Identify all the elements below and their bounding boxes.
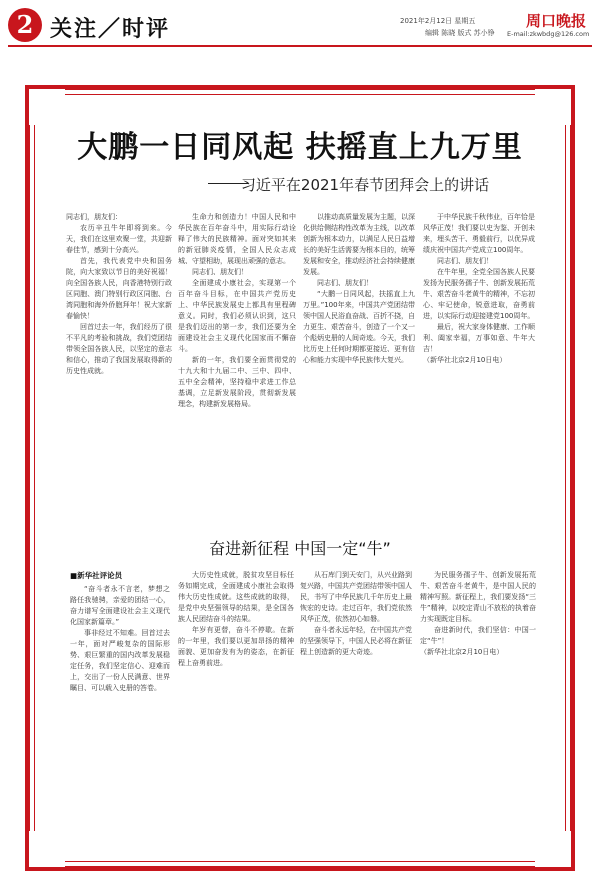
frame-corner-ornament [535,831,575,871]
commentary-column-2 [178,570,294,846]
paragraph: 全面建成小康社会，实现第一个百年奋斗目标，在中国共产党历史上、中华民族发展史上都具有里程碑意义。同时，我们必须认识到，这只是我们迈出的第一步，我们还要为全面建设社会主义现代化国家而不懈奋斗。 [178,279,296,353]
paragraph: 最后，祝大家身体健康、工作顺利、阖家幸福，万事如意、牛年大吉！ [423,323,535,353]
page-number: 2 [8,8,42,42]
commentary-headline: 奋进新征程 中国一定“牛” [209,539,391,558]
source-line: （新华社北京2月10日电） [420,648,504,656]
commentary-column-4 [420,570,536,846]
commentary-column-3 [300,570,412,846]
source-line: （新华社北京2月10日电） [423,356,507,364]
paragraph: 事非经过不知难。回首过去一年，面对严峻复杂的国际形势、艰巨繁重的国内改革发展稳定任务，我们坚定信心、迎难而上，交出了一份人民满意、世界瞩目、可以载入史册的答卷。 [70,629,170,692]
speech-subtitle: 习近平在2021年春节团拜会上的讲话 [240,176,490,194]
commentary-column-1 [70,584,170,846]
paragraph: 回首过去一年，我们经历了很不平凡的考验和挑战，我们党团结带领全国各族人民，以坚定的意志和信心，推动了我国发展取得新的历史性成就。 [66,323,172,375]
paragraph: 在牛年里，全党全国各族人民要发扬为民服务孺子牛、创新发展拓荒牛、艰苦奋斗老黄牛的精神，不忘初心、牢记使命，锐意进取，奋勇前进，以实际行动迎接建党100周年。 [423,268,535,320]
paragraph: 奋斗者永远年轻，在中国共产党的坚强领导下，中国人民必将在新征程上创造新的更大奇迹。 [300,626,412,656]
header-rule [8,45,592,47]
speech-headline: 大鹏一日同风起 扶摇直上九万里 [77,130,523,165]
issue-date: 2021年2月12日 星期五 [400,17,476,25]
paragraph: “大鹏一日同风起，扶摇直上九万里。”100年来，中国共产党团结带领中国人民浴血奋战、百折不挠，自力更生、艰苦奋斗，创造了一个又一个彪炳史册的人间奇迹。今天，我们比历史上任何时期都更接近、更有信心和能力实现中华民族伟大复兴。 [303,290,415,364]
commentary-byline: ■新华社评论员 [70,571,123,580]
frame-corner-ornament [25,85,65,125]
paragraph: 首先，我代表党中央和国务院，向大家致以节日的美好祝福！向全国各族人民，向香港特别行政区同胞、澳门特别行政区同胞、台湾同胞和海外侨胞拜年！祝大家新春愉快！ [66,257,172,320]
newspaper-logo: 周口晚报 [526,12,587,30]
section-title: 关注／时评 [50,16,171,42]
paragraph: 以推动高质量发展为主题，以深化供给侧结构性改革为主线，以改革创新为根本动力，以满足人民日益增长的美好生活需要为根本目的，统筹发展和安全，推动经济社会持续健康发展。 [303,213,415,276]
paragraph: 年岁有更替，奋斗不停歇。在新的一年里，我们要以更加昂扬的精神面貌、更加奋发有为的姿态，在新征程上奋勇前进。 [178,626,294,667]
editors-line: 编辑 陈晓 版式 苏小铮 [425,29,495,37]
paragraph: “奋斗者永不言老，梦想之路任我驰骋，亲爱的团结一心，奋力谱写全面建设社会主义现代化国家新篇章。” [70,585,170,626]
speech-column-4 [423,212,535,542]
paragraph: 从石库门到天安门，从兴业路到复兴路，中国共产党团结带领中国人民，书写了中华民族几千年历史上最恢宏的史诗。走过百年，我们党依然风华正茂，依然初心如磐。 [300,571,412,623]
page-header [0,0,600,72]
paragraph: 生命力和创造力！中国人民和中华民族在百年奋斗中，用实际行动诠释了伟大的民族精神。面对突如其来的新冠肺炎疫情，全国人民众志成城、守望相助，展现出顽强的意志。 [178,213,296,265]
speech-column-1 [66,212,172,542]
paragraph: 同志们、朋友们！ [192,268,248,276]
frame-corner-ornament [535,85,575,125]
paragraph: 为民服务孺子牛、创新发展拓荒牛、艰苦奋斗老黄牛，是中国人民的精神写照。新征程上，我们要发扬“三牛”精神，以咬定青山不放松的执着奋力实现既定目标。 [420,571,536,623]
paragraph: 于中华民族千秋伟业，百年恰是风华正茂！我们要以史为鉴、开创未来，埋头苦干、勇毅前行，以优异成绩庆祝中国共产党成立100周年。 [423,213,535,254]
paragraph: 同志们、朋友们！ [317,279,373,287]
paragraph: 同志们、朋友们！ [437,257,493,265]
paragraph: 大历史性成就，脱贫攻坚目标任务如期完成，全面建成小康社会取得伟大历史性成就。这些成就的取得，是党中央坚强领导的结果，是全国各族人民团结奋斗的结果。 [178,571,294,623]
frame-corner-ornament [25,831,65,871]
speech-column-3 [303,212,415,542]
paragraph: 新的一年，我们要全面贯彻党的十九大和十九届二中、三中、四中、五中全会精神，坚持稳中求进工作总基调，立足新发展阶段，贯彻新发展理念，构建新发展格局。 [178,356,296,408]
paragraph: 农历辛丑牛年即将到来。今天，我们在这里欢聚一堂，共迎新春佳节，感到十分高兴。 [66,224,172,254]
paragraph: 同志们，朋友们： [66,213,122,221]
contact-email: E-mail:zkwbdg@126.com [507,30,590,38]
speech-column-2 [178,212,296,542]
paragraph: 奋进新时代，我们坚信：中国一定“牛”！ [420,626,536,645]
